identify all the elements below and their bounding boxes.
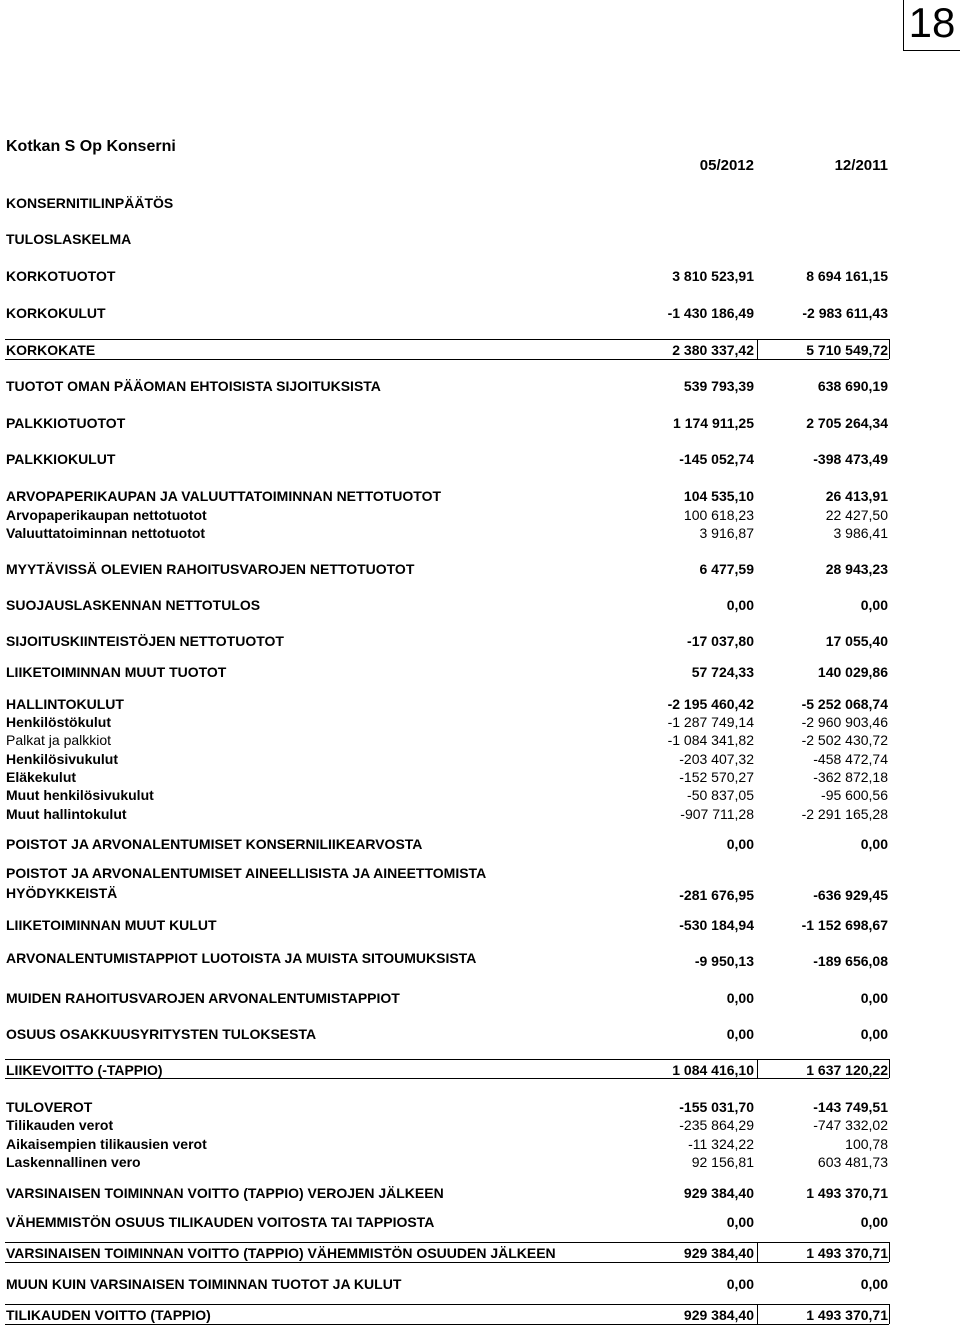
value-period-2: 8 694 161,15 — [806, 268, 888, 284]
table-row — [0, 557, 960, 577]
value-period-1: 57 724,33 — [691, 664, 754, 680]
table-row — [0, 447, 960, 467]
rule-korkokate-bottom — [5, 359, 889, 360]
table-row — [0, 1150, 960, 1170]
value-period-1: -9 950,13 — [694, 953, 754, 969]
row-label: VARSINAISEN TOIMINNAN VOITTO (TAPPIO) VEROJEN JÄLKEEN — [6, 1185, 444, 1201]
row-label: Muut henkilösivukulut — [6, 787, 154, 803]
value-period-2: -2 983 611,43 — [802, 305, 888, 321]
table-row — [0, 301, 960, 321]
column-header-period-2: 12/2011 — [834, 157, 888, 174]
page-number: 18 — [903, 0, 960, 51]
value-period-2: -2 291 165,28 — [801, 806, 888, 822]
value-period-1: 1 174 911,25 — [673, 415, 754, 431]
value-period-2: -398 473,49 — [813, 451, 888, 467]
value-period-1: -907 711,28 — [680, 806, 754, 822]
table-row — [0, 747, 960, 767]
value-period-1: 6 477,59 — [699, 561, 754, 577]
value-period-2: 638 690,19 — [817, 378, 888, 394]
value-period-2: 17 055,40 — [825, 633, 888, 649]
column-divider — [757, 1059, 758, 1078]
rule-tilikauden-voitto-bottom — [5, 1324, 889, 1325]
table-row — [0, 660, 960, 680]
row-label: LIIKETOIMINNAN MUUT TUOTOT — [6, 664, 227, 680]
value-period-1: 929 384,40 — [683, 1185, 754, 1201]
column-divider — [757, 339, 758, 359]
row-label: Muut hallintokulut — [6, 806, 127, 822]
rule-liikevoitto-bottom — [5, 1078, 889, 1079]
value-period-2: 0,00 — [860, 990, 888, 1006]
value-period-2: -362 872,18 — [813, 769, 888, 785]
value-period-1: 92 156,81 — [691, 1154, 754, 1170]
value-period-2: -143 749,51 — [813, 1099, 888, 1115]
value-period-1: -530 184,94 — [679, 917, 754, 933]
value-period-1: -1 287 749,14 — [667, 714, 754, 730]
value-period-2: 0,00 — [860, 1026, 888, 1042]
value-period-1: 0,00 — [726, 597, 754, 613]
row-label: TULOVEROT — [6, 1099, 93, 1115]
row-label: SUOJAUSLASKENNAN NETTOTULOS — [6, 597, 261, 613]
value-period-2: 100,78 — [845, 1136, 888, 1152]
table-row — [0, 629, 960, 649]
row-label: VARSINAISEN TOIMINNAN VOITTO (TAPPIO) VÄHEMMISTÖN OSUUDEN JÄLKEEN — [6, 1245, 556, 1261]
value-period-1: -11 324,22 — [688, 1136, 754, 1152]
value-period-1: -17 037,80 — [687, 633, 754, 649]
value-period-2: 1 493 370,71 — [806, 1185, 888, 1201]
row-label: OSUUS OSAKKUUSYRITYSTEN TULOKSESTA — [6, 1026, 317, 1042]
row-label: Henkilösivukulut — [6, 751, 119, 767]
value-period-2: 28 943,23 — [825, 561, 888, 577]
value-period-1: -155 031,70 — [679, 1099, 754, 1115]
table-row — [0, 802, 960, 822]
value-period-1: 0,00 — [726, 836, 754, 852]
row-label: HALLINTOKULUT — [6, 696, 124, 712]
value-period-2: 26 413,91 — [825, 488, 888, 504]
row-label: Tilikauden verot — [6, 1117, 114, 1133]
table-row — [0, 692, 960, 712]
table-row — [0, 593, 960, 613]
rule-varsinainen-bottom — [5, 1262, 889, 1263]
value-period-1: -203 407,32 — [679, 751, 754, 767]
row-label: MYYTÄVISSÄ OLEVIEN RAHOITUSVAROJEN NETTOTUOTOT — [6, 561, 415, 577]
statement-title: TULOSLASKELMA — [6, 231, 132, 247]
value-period-2: 2 705 264,34 — [806, 415, 888, 431]
value-period-2: 5 710 549,72 — [806, 342, 888, 358]
value-period-2: 0,00 — [860, 836, 888, 852]
company-name: Kotkan S Op Konserni — [6, 138, 176, 155]
value-period-2: -2 502 430,72 — [801, 732, 888, 748]
value-period-2: 3 986,41 — [833, 525, 888, 541]
value-period-1: 0,00 — [726, 990, 754, 1006]
value-period-1: 0,00 — [726, 1276, 754, 1292]
row-label: PALKKIOTUOTOT — [6, 415, 126, 431]
row-label: KORKOKATE — [6, 342, 96, 358]
value-period-2: -747 332,02 — [813, 1117, 888, 1133]
value-period-1: -2 195 460,42 — [667, 696, 754, 712]
table-row — [0, 863, 960, 903]
value-period-2: -1 152 698,67 — [801, 917, 888, 933]
value-period-1: 104 535,10 — [683, 488, 754, 504]
value-period-1: 3 916,87 — [699, 525, 754, 541]
value-period-2: -2 960 903,46 — [801, 714, 888, 730]
value-period-1: -1 430 186,49 — [667, 305, 754, 321]
value-period-1: 929 384,40 — [683, 1245, 754, 1261]
row-label: Henkilöstökulut — [6, 714, 112, 730]
table-row — [0, 1241, 960, 1261]
value-period-2: 1 637 120,22 — [806, 1062, 888, 1078]
value-period-1: 3 810 523,91 — [672, 268, 754, 284]
value-period-1: 2 380 337,42 — [672, 342, 754, 358]
table-row — [0, 728, 960, 748]
value-period-2: 1 493 370,71 — [806, 1307, 888, 1323]
column-divider — [757, 1304, 758, 1324]
value-period-2: 140 029,86 — [817, 664, 888, 680]
table-row — [0, 411, 960, 431]
table-row — [0, 913, 960, 933]
table-row — [0, 1132, 960, 1152]
table-row — [0, 832, 960, 852]
row-label: TUOTOT OMAN PÄÄOMAN EHTOISISTA SIJOITUKSISTA — [6, 378, 381, 394]
table-row — [0, 783, 960, 803]
table-row — [0, 484, 960, 504]
value-period-2: 0,00 — [860, 1276, 888, 1292]
row-label: VÄHEMMISTÖN OSUUS TILIKAUDEN VOITOSTA TAI TAPPIOSTA — [6, 1214, 435, 1230]
row-label: LIIKEVOITTO (-TAPPIO) — [6, 1062, 163, 1078]
document-title: KONSERNITILINPÄÄTÖS — [6, 195, 174, 211]
value-period-1: -1 084 341,82 — [667, 732, 754, 748]
table-row — [0, 264, 960, 284]
value-period-1: 0,00 — [726, 1214, 754, 1230]
value-period-1: 100 618,23 — [683, 507, 754, 523]
value-period-2: -458 472,74 — [813, 751, 888, 767]
column-divider — [757, 1242, 758, 1262]
row-label: Aikaisempien tilikausien verot — [6, 1136, 207, 1152]
value-period-1: 929 384,40 — [683, 1307, 754, 1323]
row-label: KORKOTUOTOT — [6, 268, 116, 284]
row-label: Eläkekulut — [6, 769, 77, 785]
table-row — [0, 1181, 960, 1201]
column-header-period-1: 05/2012 — [699, 157, 754, 174]
row-label: MUUN KUIN VARSINAISEN TOIMINNAN TUOTOT JA KULUT — [6, 1276, 402, 1292]
row-label: Palkat ja palkkiot — [6, 732, 112, 748]
row-label: Laskennallinen vero — [6, 1154, 141, 1170]
table-row — [0, 374, 960, 394]
value-period-1: 1 084 416,10 — [672, 1062, 754, 1078]
table-row — [0, 521, 960, 541]
value-period-1: 0,00 — [726, 1026, 754, 1042]
table-row — [0, 1303, 960, 1323]
value-period-2: -95 600,56 — [821, 787, 888, 803]
row-label: POISTOT JA ARVONALENTUMISET KONSERNILIIKEARVOSTA — [6, 836, 423, 852]
value-period-2: -5 252 068,74 — [801, 696, 888, 712]
value-period-1: 539 793,39 — [683, 378, 754, 394]
value-period-1: -235 864,29 — [679, 1117, 754, 1133]
value-period-2: 22 427,50 — [825, 507, 888, 523]
column-divider — [889, 1242, 890, 1262]
value-period-2: 1 493 370,71 — [806, 1245, 888, 1261]
value-period-1: -50 837,05 — [687, 787, 754, 803]
column-divider — [889, 1304, 890, 1324]
row-label: ARVOPAPERIKAUPAN JA VALUUTTATOIMINNAN NETTOTUOTOT — [6, 488, 442, 504]
column-divider — [889, 1059, 890, 1078]
value-period-1: -152 570,27 — [679, 769, 754, 785]
table-row — [0, 765, 960, 785]
table-row — [0, 1272, 960, 1292]
value-period-1: -145 052,74 — [679, 451, 754, 467]
value-period-2: -636 929,45 — [813, 887, 888, 903]
table-row — [0, 1095, 960, 1115]
row-label: Valuuttatoiminnan nettotuotot — [6, 525, 206, 541]
table-row — [0, 949, 960, 969]
value-period-2: -189 656,08 — [813, 953, 888, 969]
value-period-2: 603 481,73 — [817, 1154, 888, 1170]
table-row — [0, 1058, 960, 1078]
table-row — [0, 338, 960, 358]
value-period-1: -281 676,95 — [679, 887, 754, 903]
row-label: KORKOKULUT — [6, 305, 106, 321]
table-row — [0, 986, 960, 1006]
row-label: SIJOITUSKIINTEISTÖJEN NETTOTUOTOT — [6, 633, 284, 649]
column-divider — [889, 339, 890, 359]
table-row — [0, 503, 960, 523]
value-period-2: 0,00 — [860, 1214, 888, 1230]
table-row — [0, 1113, 960, 1133]
value-period-2: 0,00 — [860, 597, 888, 613]
row-label: MUIDEN RAHOITUSVAROJEN ARVONALENTUMISTAPPIOT — [6, 990, 400, 1006]
table-row — [0, 1210, 960, 1230]
row-label: POISTOT JA ARVONALENTUMISET AINEELLISISTA JA AINEETTOMISTA HYÖDYKKEISTÄ — [6, 865, 487, 901]
row-label: TILIKAUDEN VOITTO (TAPPIO) — [6, 1307, 211, 1323]
row-label: PALKKIOKULUT — [6, 451, 116, 467]
row-label: ARVONALENTUMISTAPPIOT LUOTOISTA JA MUISTA SITOUMUKSISTA — [6, 950, 477, 966]
table-row — [0, 710, 960, 730]
row-label: LIIKETOIMINNAN MUUT KULUT — [6, 917, 217, 933]
table-row — [0, 1022, 960, 1042]
row-label: Arvopaperikaupan nettotuotot — [6, 507, 207, 523]
